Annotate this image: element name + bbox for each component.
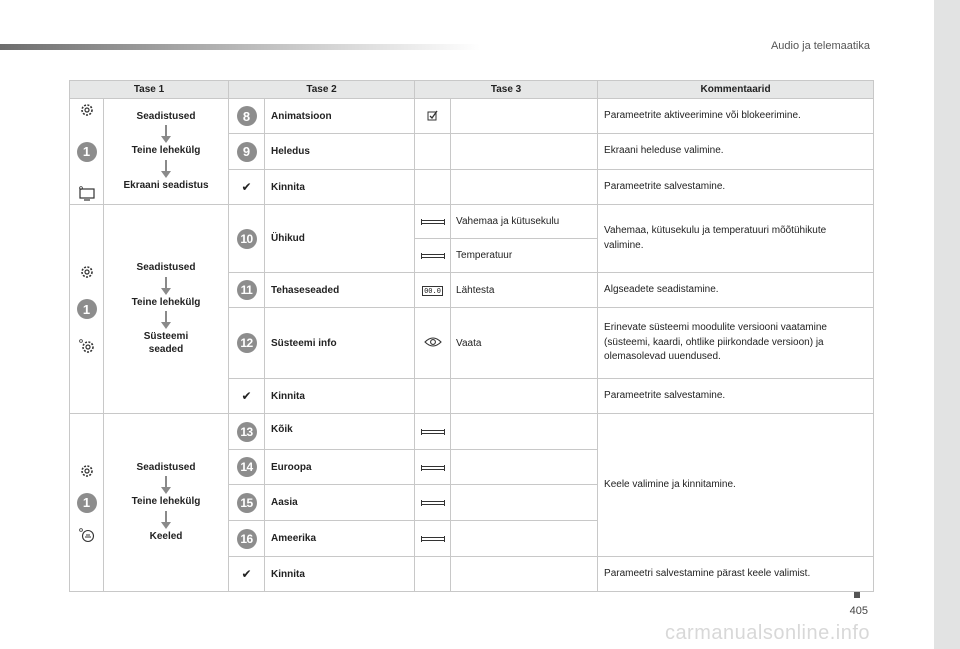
level2-label: Euroopa <box>265 450 415 485</box>
level3-text <box>451 99 598 134</box>
comment-cell: Parameetrite salvestamine. <box>598 170 874 205</box>
display-settings-icon <box>78 186 96 202</box>
step-badge: 1 <box>77 142 97 162</box>
side-strip <box>934 0 960 649</box>
column-header-level2: Tase 2 <box>229 81 415 99</box>
level3-text: Temperatuur <box>451 239 598 273</box>
checkmark-icon: ✔ <box>241 180 252 194</box>
path-step: Seadistused <box>136 461 196 473</box>
item-number-badge: 8 <box>237 106 257 126</box>
arrow-down-icon <box>161 160 171 178</box>
level2-label: Kinnita <box>265 170 415 205</box>
item-number-badge: 12 <box>237 333 257 353</box>
gear-icon <box>79 102 95 118</box>
path-step: Seadistused <box>136 110 196 122</box>
level1-path-cell <box>104 414 229 592</box>
level2-label: Kinnita <box>265 557 415 592</box>
level2-label: Animatsioon <box>265 99 415 134</box>
comment-cell: Ekraani heleduse valimine. <box>598 134 874 170</box>
option-bar-icon <box>421 466 445 470</box>
level1-path-cell <box>104 99 229 205</box>
level2-label: Heledus <box>265 134 415 170</box>
option-bar-icon <box>421 501 445 505</box>
path-step: Keeled <box>149 530 183 542</box>
comment-cell: Vahemaa, kütusekulu ja temperatuuri mõõtühikute valimine. <box>598 205 874 273</box>
reset-counter-icon: 00.0 <box>424 286 441 295</box>
checkbox-icon <box>427 109 439 121</box>
step-badge: 1 <box>77 493 97 513</box>
level2-label: Tehaseseaded <box>265 273 415 308</box>
page-marker <box>854 592 860 598</box>
language-icon <box>78 527 96 543</box>
level1-icons-cell <box>70 205 104 414</box>
gear-icon <box>79 463 95 479</box>
level3-text: Vahemaa ja kütusekulu <box>451 205 598 239</box>
item-number-badge: 10 <box>237 229 257 249</box>
comment-cell: Parameetrite aktiveerimine või blokeerimine. <box>598 99 874 134</box>
level2-label: Ühikud <box>265 205 415 273</box>
level2-label: Aasia <box>265 485 415 521</box>
checkmark-icon: ✔ <box>241 389 252 403</box>
checkmark-icon: ✔ <box>241 567 252 581</box>
option-bar-icon <box>421 537 445 541</box>
path-step: Ekraani seadistus <box>123 179 209 191</box>
table-row <box>70 99 874 134</box>
arrow-down-icon <box>161 277 171 295</box>
level2-label: Ameerika <box>265 521 415 557</box>
comment-cell: Keele valimine ja kinnitamine. <box>598 414 874 557</box>
arrow-down-icon <box>161 511 171 529</box>
step-badge: 1 <box>77 299 97 319</box>
system-settings-icon <box>78 338 96 354</box>
arrow-down-icon <box>161 125 171 143</box>
arrow-down-icon <box>161 476 171 494</box>
settings-table <box>69 80 874 592</box>
item-number-badge: 14 <box>237 457 257 477</box>
level2-label: Süsteemi info <box>265 308 415 379</box>
page-header-title: Audio ja telemaatika <box>770 40 870 52</box>
comment-cell: Parameetrite salvestamine. <box>598 379 874 414</box>
level1-icons-cell <box>70 99 104 205</box>
arrow-down-icon <box>161 311 171 329</box>
path-step: Teine lehekülg <box>131 145 201 157</box>
table-row <box>70 414 874 450</box>
option-bar-icon <box>421 430 445 434</box>
item-number-badge: 11 <box>237 280 257 300</box>
level1-path-cell <box>104 205 229 414</box>
gear-icon <box>79 264 95 280</box>
path-step: Süsteemi seaded <box>143 331 189 355</box>
eye-icon <box>424 336 442 348</box>
option-bar-icon <box>421 254 445 258</box>
level3-text: Vaata <box>451 308 598 379</box>
path-step: Seadistused <box>136 262 196 273</box>
option-bar-icon <box>421 220 445 224</box>
item-number-badge: 15 <box>237 493 257 513</box>
level2-label: Kinnita <box>265 379 415 414</box>
comment-cell: Erinevate süsteemi moodulite versiooni vaatamine (süsteemi, kaardi, ohtlike piirkondade versioon) ja olemasolevad uuendused. <box>598 308 874 379</box>
level1-icons-cell <box>70 414 104 592</box>
watermark: carmanualsonline.info <box>664 622 870 644</box>
column-header-comments: Kommentaarid <box>598 81 874 99</box>
table-header-row <box>70 81 874 99</box>
path-step: Teine lehekülg <box>131 296 201 308</box>
path-step: Teine lehekülg <box>131 496 201 508</box>
item-number-badge: 9 <box>237 142 257 162</box>
item-number-badge: 13 <box>237 422 257 442</box>
level3-text: Lähtesta <box>451 273 598 308</box>
level2-label: Kõik <box>265 414 415 450</box>
column-header-level1: Tase 1 <box>70 81 229 99</box>
page-number: 405 <box>849 605 868 617</box>
item-number-badge: 16 <box>237 529 257 549</box>
comment-cell: Parameetri salvestamine pärast keele valimist. <box>598 557 874 592</box>
column-header-level3: Tase 3 <box>415 81 598 99</box>
table-row <box>70 205 874 239</box>
comment-cell: Algseadete seadistamine. <box>598 273 874 308</box>
header-gradient-bar <box>0 44 480 50</box>
